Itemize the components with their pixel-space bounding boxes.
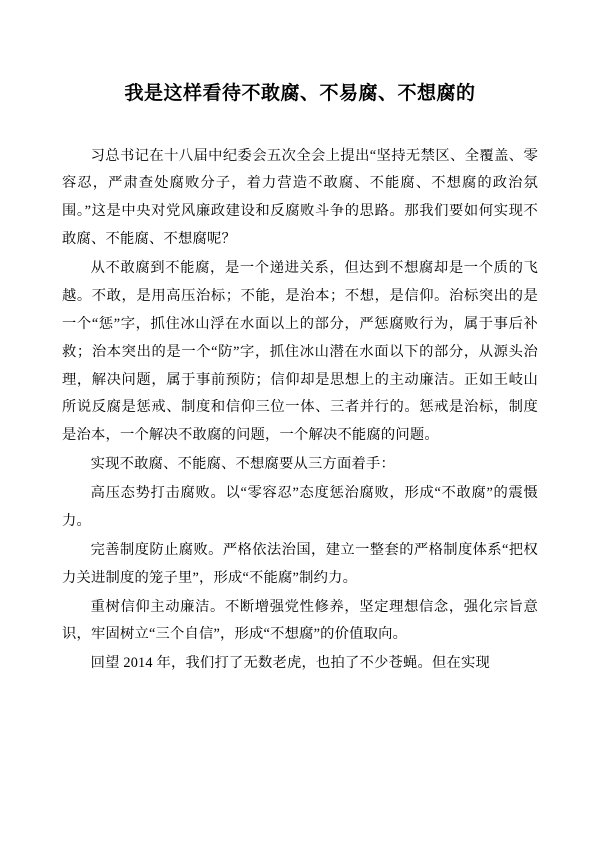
paragraph: 完善制度防止腐败。严格依法治国，建立一整套的严格制度体系“把权力关进制度的笼子里”，形成“不能腐”制约力。 (62, 541, 538, 586)
paragraph: 习总书记在十八届中纪委会五次全会上提出“坚持无禁区、全覆盖、零容忍，严肃查处腐败分子，着力营造不敢腐、不能腐、不想腐的政治氛围。”这是中央对党风廉政建设和反腐败斗争的思路。那我们要如何实现不敢腐、不能腐、不想腐呢？ (62, 147, 538, 248)
paragraph: 重树信仰主动廉洁。不断增强党性修养，坚定理想信念，强化宗旨意识，牢固树立“三个自信”，形成“不想腐”的价值取向。 (62, 598, 538, 643)
document-body (62, 143, 538, 679)
paragraph: 高压态势打击腐败。以“零容忍”态度惩治腐败，形成“不敢腐”的震慑力。 (62, 485, 538, 529)
paragraph: 实现不敢腐、不能腐、不想腐要从三方面着手： (90, 456, 396, 473)
page-title: 我是这样看待不敢腐、不易腐、不想腐的 (124, 83, 476, 104)
paragraph: 从不敢腐到不能腐，是一个递进关系，但达到不想腐却是一个质的飞越。不敢，是用高压治标；不能，是治本；不想，是信仰。治标突出的是一个“惩”字，抓住冰山浮在水面以上的部分，严惩腐败行为，属于事后补救；治本突出的是一个“防”字，抓住冰山潜在水面以下的部分，从源头治理，解决问题，属于事前预防；信仰却是思想上的主动廉洁。正如王岐山所说反腐是惩戒、制度和信仰三位一体、三者并行的。惩戒是治标，制度是治本，一个解决不敢腐的问题，一个解决不能腐的问题。 (62, 260, 538, 444)
paragraph: 回望 2014 年，我们打了无数老虎，也拍了不少苍蝇。但在实现 (90, 655, 490, 672)
